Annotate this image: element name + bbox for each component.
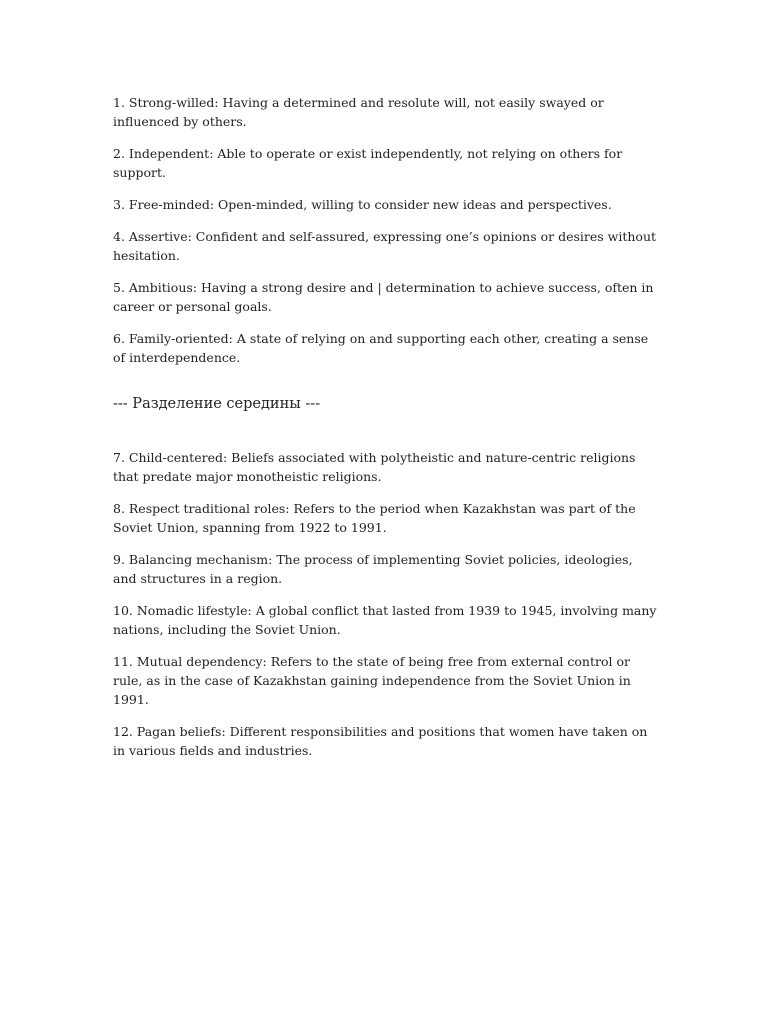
list-item-2: 2. Independent: Able to operate or exist independently, not relying on others for support. bbox=[113, 146, 623, 180]
list-item-7: 7. Child-centered: Beliefs associated with polytheistic and nature-centric religions that predate major monotheistic religions. bbox=[113, 450, 636, 484]
list-item-12: 12. Pagan beliefs: Different responsibilities and positions that women have taken on in various fields and industries. bbox=[113, 724, 648, 758]
list-item-3: 3. Free-minded: Open-minded, willing to consider new ideas and perspectives. bbox=[113, 197, 612, 212]
list-item-9: 9. Balancing mechanism: The process of implementing Soviet policies, ideologies, and structures in a region. bbox=[113, 552, 633, 586]
list-item-6: 6. Family-oriented: A state of relying on and supporting each other, creating a sense of interdependence. bbox=[113, 331, 649, 365]
list-item-10: 10. Nomadic lifestyle: A global conflict that lasted from 1939 to 1945, involving many nations, including the Soviet Union. bbox=[113, 603, 657, 637]
list-item-8: 8. Respect traditional roles: Refers to the period when Kazakhstan was part of the Soviet Union, spanning from 1922 to 1991. bbox=[113, 501, 636, 535]
section-divider: --- Разделение середины --- bbox=[113, 396, 321, 412]
list-item-1: 1. Strong-willed: Having a determined and resolute will, not easily swayed or influenced by others. bbox=[113, 95, 604, 129]
list-item-11: 11. Mutual dependency: Refers to the state of being free from external control or rule, as in the case of Kazakhstan gaining independence from the Soviet Union in 1991. bbox=[113, 654, 631, 707]
list-item-4: 4. Assertive: Confident and self-assured, expressing one’s opinions or desires without hesitation. bbox=[113, 229, 657, 263]
document-page bbox=[113, 93, 658, 773]
list-item-5: 5. Ambitious: Having a strong desire and | determination to achieve success, often in career or personal goals. bbox=[113, 280, 654, 314]
